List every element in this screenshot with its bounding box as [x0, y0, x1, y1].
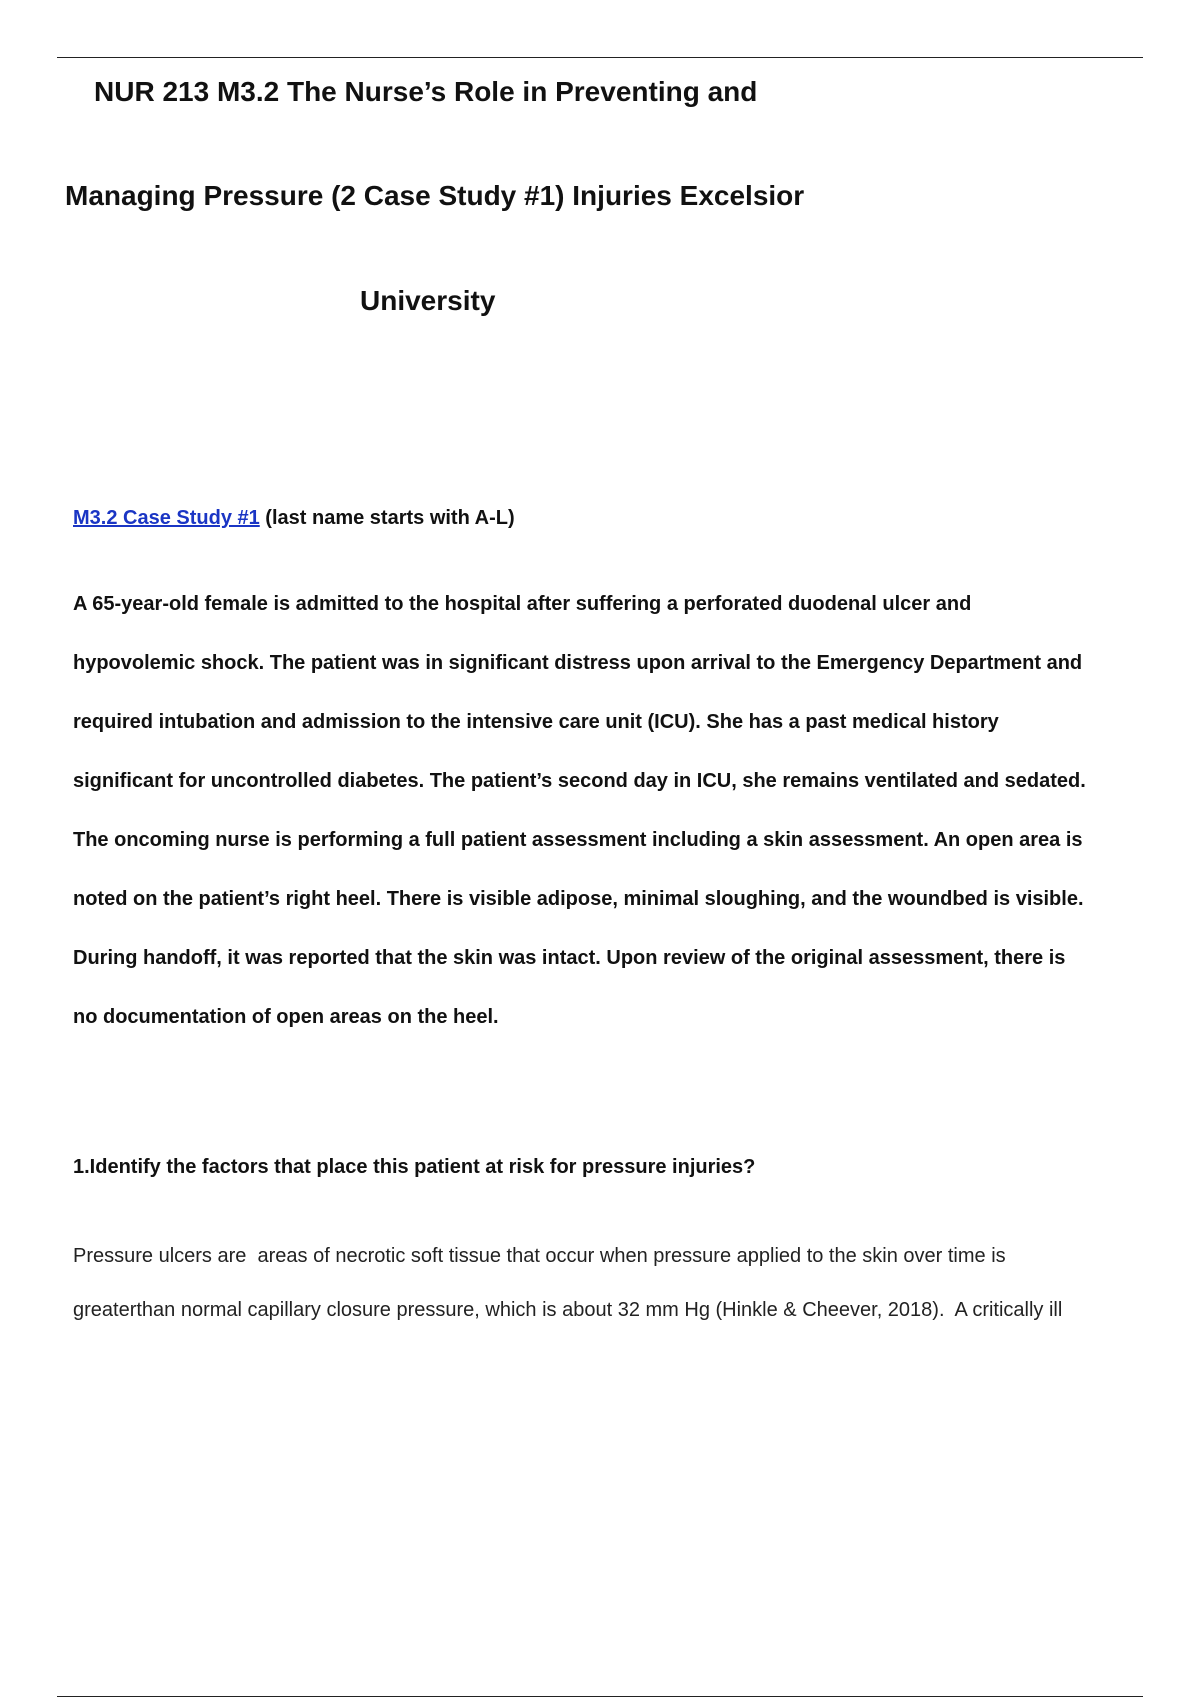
- case-study-link[interactable]: M3.2 Case Study #1: [73, 507, 260, 529]
- case-study-heading: [73, 507, 515, 530]
- case-description-line: noted on the patient’s right heel. There is visible adipose, minimal sloughing, and the woundbed is visible.: [73, 888, 1084, 910]
- answer-line: greaterthan normal capillary closure pressure, which is about 32 mm Hg (Hinkle & Cheever, 2018). A critically ill: [73, 1299, 1063, 1321]
- document-title-line-3: University: [360, 285, 496, 316]
- case-description-line: required intubation and admission to the intensive care unit (ICU). She has a past medical history: [73, 711, 999, 733]
- question-1: 1.Identify the factors that place this patient at risk for pressure injuries?: [73, 1156, 756, 1178]
- case-description-line: During handoff, it was reported that the skin was intact. Upon review of the original assessment, there is: [73, 947, 1066, 969]
- document-title-line-2: Managing Pressure (2 Case Study #1) Injuries Excelsior: [65, 180, 805, 211]
- case-description-line: hypovolemic shock. The patient was in significant distress upon arrival to the Emergency Department and: [73, 652, 1083, 674]
- bottom-divider: [57, 1696, 1143, 1697]
- case-description-line: no documentation of open areas on the heel.: [73, 1006, 499, 1028]
- case-study-heading-suffix: (last name starts with A-L): [259, 507, 515, 529]
- case-description-line: significant for uncontrolled diabetes. The patient’s second day in ICU, she remains ventilated and sedated.: [73, 770, 1086, 792]
- case-description-paragraph: [73, 590, 1153, 1062]
- answer-line: Pressure ulcers are areas of necrotic soft tissue that occur when pressure applied to the skin over time is: [73, 1245, 1006, 1267]
- case-description-line: A 65-year-old female is admitted to the hospital after suffering a perforated duodenal ulcer and: [73, 593, 972, 615]
- document-title-line-1: NUR 213 M3.2 The Nurse’s Role in Preventing and: [94, 76, 758, 107]
- answer-paragraph: [73, 1242, 1173, 1350]
- case-description-line: The oncoming nurse is performing a full patient assessment including a skin assessment. An open area is: [73, 829, 1083, 851]
- top-divider: [57, 57, 1143, 58]
